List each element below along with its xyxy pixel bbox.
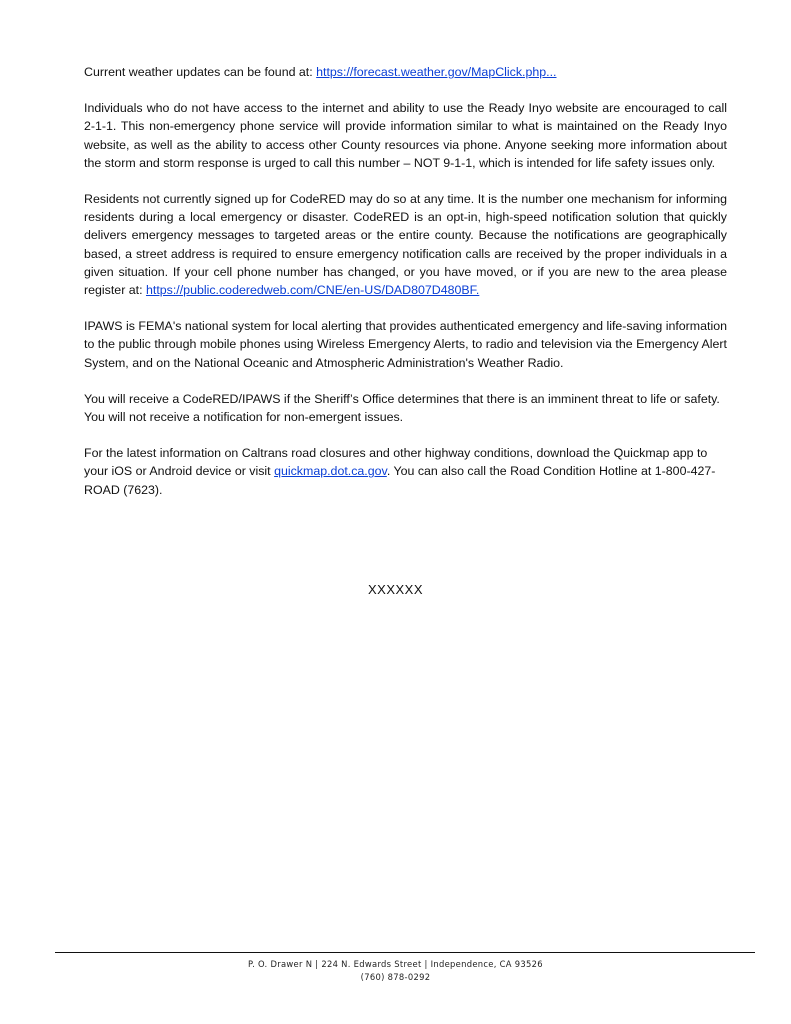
- weather-forecast-link[interactable]: https://forecast.weather.gov/MapClick.php...: [316, 65, 557, 79]
- codered-text: Residents not currently signed up for CodeRED may do so at any time. It is the number one mechanism for informing residents during a local emergency or disaster. CodeRED is an opt-in, high-speed notification solution that quickly delivers emergency messages to targeted areas or the entire county. Because the notifications are geographically based, a street address is required to ensure emergency notification calls are received by the proper individuals in a given situation. If your cell phone number has changed, or you have moved, or if you are new to the area please register at:: [84, 192, 727, 298]
- weather-updates-paragraph: [84, 63, 727, 81]
- codered-paragraph: [84, 190, 727, 299]
- caltrans-paragraph: [84, 444, 727, 499]
- quickmap-link[interactable]: quickmap.dot.ca.gov: [274, 464, 387, 479]
- ready-inyo-211-paragraph: Individuals who do not have access to the internet and ability to use the Ready Inyo website are encouraged to call 2-1-1. This non-emergency phone service will provide information similar to what is maintained on the Ready Inyo website, as well as the ability to access other County resources via phone. Anyone seeking more information about the storm and storm response is urged to call this number – NOT 9-1-1, which is intended for life safety issues only.: [84, 101, 727, 170]
- document-body: [84, 63, 727, 517]
- page-footer: [0, 958, 791, 984]
- caltrans-text-after: . You can also call the Road Condition Hotline at 1-800-427-ROAD (7623).: [84, 464, 716, 497]
- end-marker: XXXXXX: [367, 582, 424, 597]
- footer-phone: (760) 878-0292: [360, 972, 431, 982]
- caltrans-text-before: For the latest information on Caltrans road closures and other highway conditions, download the Quickmap app to your iOS or Android device or visit: [84, 446, 708, 479]
- weather-updates-text: Current weather updates can be found at:: [84, 65, 317, 79]
- footer-divider: [55, 952, 755, 953]
- footer-address: P. O. Drawer N | 224 N. Edwards Street | Independence, CA 93526: [248, 959, 543, 969]
- notification-threat-paragraph: You will receive a CodeRED/IPAWS if the Sheriff’s Office determines that there is an imminent threat to life or safety. You will not receive a notification for non-emergent issues.: [84, 391, 720, 425]
- ipaws-paragraph: IPAWS is FEMA's national system for local alerting that provides authenticated emergency and life-saving information to the public through mobile phones using Wireless Emergency Alerts, to radio and television via the Emergency Alert System, and on the National Oceanic and Atmospheric Administration's Weather Radio.: [84, 319, 727, 370]
- codered-register-link[interactable]: https://public.coderedweb.com/CNE/en-US/DAD807D480BF.: [145, 283, 480, 298]
